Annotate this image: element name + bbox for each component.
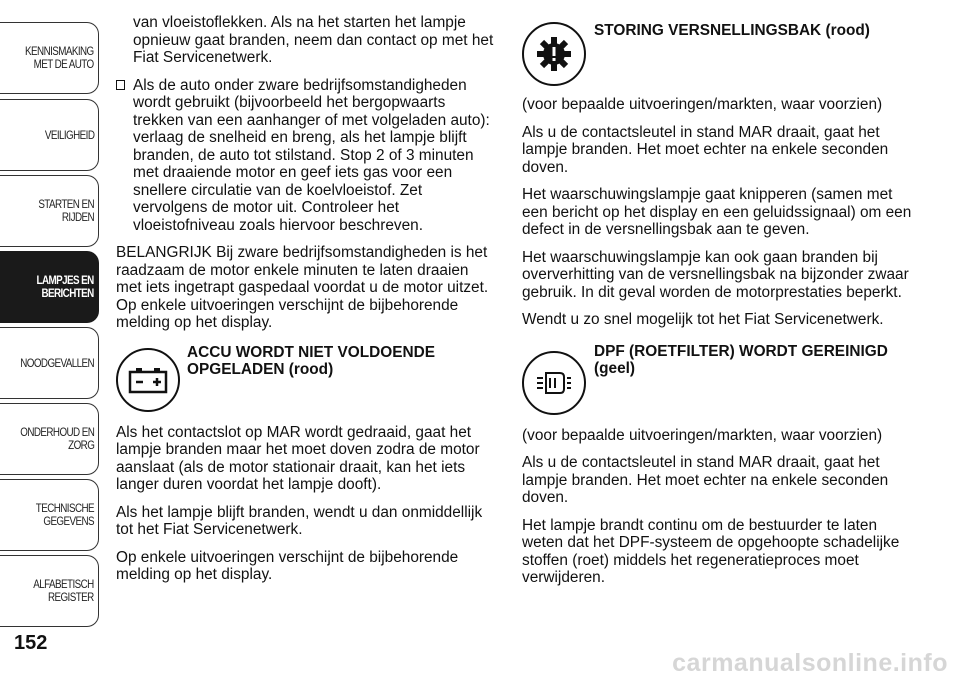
gearbox-warning-icon (522, 22, 586, 86)
battery-paragraph-1: Als het contactslot op MAR wordt gedraaid, gaat het lampje branden maar het moet doven zodra de motor aanslaat (als de motor stationair draait, kan het iets langer duren voordat het lampje dooft). (116, 423, 480, 493)
dpf-paragraph-3: Het lampje brandt continu om de bestuurder te laten weten dat het DPF-systeem de opgehoopte schadelijke stoffen (roet) middels het regeneratieproces moet verwijderen. (522, 516, 900, 586)
tab-kennismaking[interactable] (0, 22, 99, 94)
tab-label: NOODGEVALLEN (20, 355, 94, 370)
tab-lampjes-en-berichten[interactable] (0, 251, 99, 323)
tab-label: STARTEN EN RIJDEN (38, 197, 94, 224)
tab-label: TECHNISCHE GEGEVENS (35, 501, 94, 528)
gear-paragraph-1: (voor bepaalde uitvoeringen/markten, waar voorzien) (522, 96, 883, 113)
gear-paragraph-4: Het waarschuwingslampje kan ook gaan branden bij oververhitting van de versnellingsbak na bijzonder zwaar gebruik. In dit geval worden de motorprestaties beperkt. (522, 248, 909, 301)
tab-label: VEILIGHEID (44, 127, 94, 142)
continued-paragraph: van vloeistoflekken. Als na het starten het lampje opnieuw gaat branden, neem dan contact op met het Fiat Servicenetwerk. (133, 14, 494, 66)
gear-paragraph-2: Als u de contactsleutel in stand MAR draait, gaat het lampje branden. Het moet echter na enkele seconden doven. (522, 123, 889, 176)
tab-veiligheid[interactable] (0, 99, 99, 171)
tab-noodgevallen[interactable] (0, 327, 99, 399)
battery-heading: ACCU WORDT NIET VOLDOENDE OPGELADEN (rood) (187, 343, 435, 378)
tab-label: KENNISMAKING MET DE AUTO (25, 44, 94, 71)
dpf-heading: DPF (ROETFILTER) WORDT GEREINIGD (geel) (594, 342, 888, 377)
battery-paragraph-3: Op enkele uitvoeringen verschijnt de bijbehorende melding op het display. (116, 548, 459, 583)
tab-alfabetisch-register[interactable] (0, 555, 99, 627)
battery-warning-icon (116, 348, 180, 412)
gear-paragraph-5: Wendt u zo snel mogelijk tot het Fiat Servicenetwerk. (522, 311, 884, 328)
dpf-paragraph-1: (voor bepaalde uitvoeringen/markten, waar voorzien) (522, 426, 883, 444)
bullet-item (116, 77, 498, 235)
tab-label: LAMPJES EN BERICHTEN (36, 273, 94, 300)
tab-onderhoud-en-zorg[interactable] (0, 403, 99, 475)
tab-technische-gegevens[interactable] (0, 479, 99, 551)
battery-heading-block (116, 344, 498, 424)
battery-paragraph-2: Als het lampje blijft branden, wendt u dan onmiddellijk tot het Fiat Servicenetwerk. (116, 503, 483, 538)
tab-label: ONDERHOUD EN ZORG (19, 425, 94, 452)
checkbox-bullet-icon (116, 80, 125, 90)
watermark: carmanualsonline.info (672, 649, 948, 677)
left-column (116, 14, 498, 594)
gear-paragraph-3: Het waarschuwingslampje gaat knipperen (samen met een bericht op het display en een geluidssignaal) om een defect in de versnellingsbak aan te geven. (522, 186, 912, 238)
page-number: 152 (14, 632, 48, 654)
dpf-filter-icon (522, 351, 586, 415)
gear-heading-block (522, 20, 917, 96)
tab-starten-en-rijden[interactable] (0, 175, 99, 247)
dpf-paragraph-2: Als u de contactsleutel in stand MAR draait, gaat het lampje branden. Het moet echter na enkele seconden doven. (522, 454, 889, 506)
gear-heading: STORING VERSNELLINGSBAK (rood) (594, 22, 870, 39)
right-column (522, 20, 917, 597)
tab-label: ALFABETISCH REGISTER (33, 577, 94, 604)
bullet-text: Als de auto onder zware bedrijfsomstandigheden wordt gebruikt (bijvoorbeeld het bergopwaarts trekken van een aanhanger of met volgeladen auto): verlaag de snelheid en breng, als het lampje blijft branden, de auto tot stilstand. Stop 2 of 3 minuten met draaiende motor en geef iets gas voor een snellere circulatie van de koelvloeistof. Zet vervolgens de motor uit. Controleer het vloeistofniveau zoals hiervoor beschreven. (133, 76, 490, 234)
important-note: BELANGRIJK Bij zware bedrijfsomstandigheden is het raadzaam de motor enkele minuten te laten draaien met iets ingetrapt gaspedaal voordat u de motor uitzet. Op enkele uitvoeringen verschijnt de bijbehorende melding op het display. (116, 244, 489, 331)
dpf-heading-block (522, 343, 917, 427)
